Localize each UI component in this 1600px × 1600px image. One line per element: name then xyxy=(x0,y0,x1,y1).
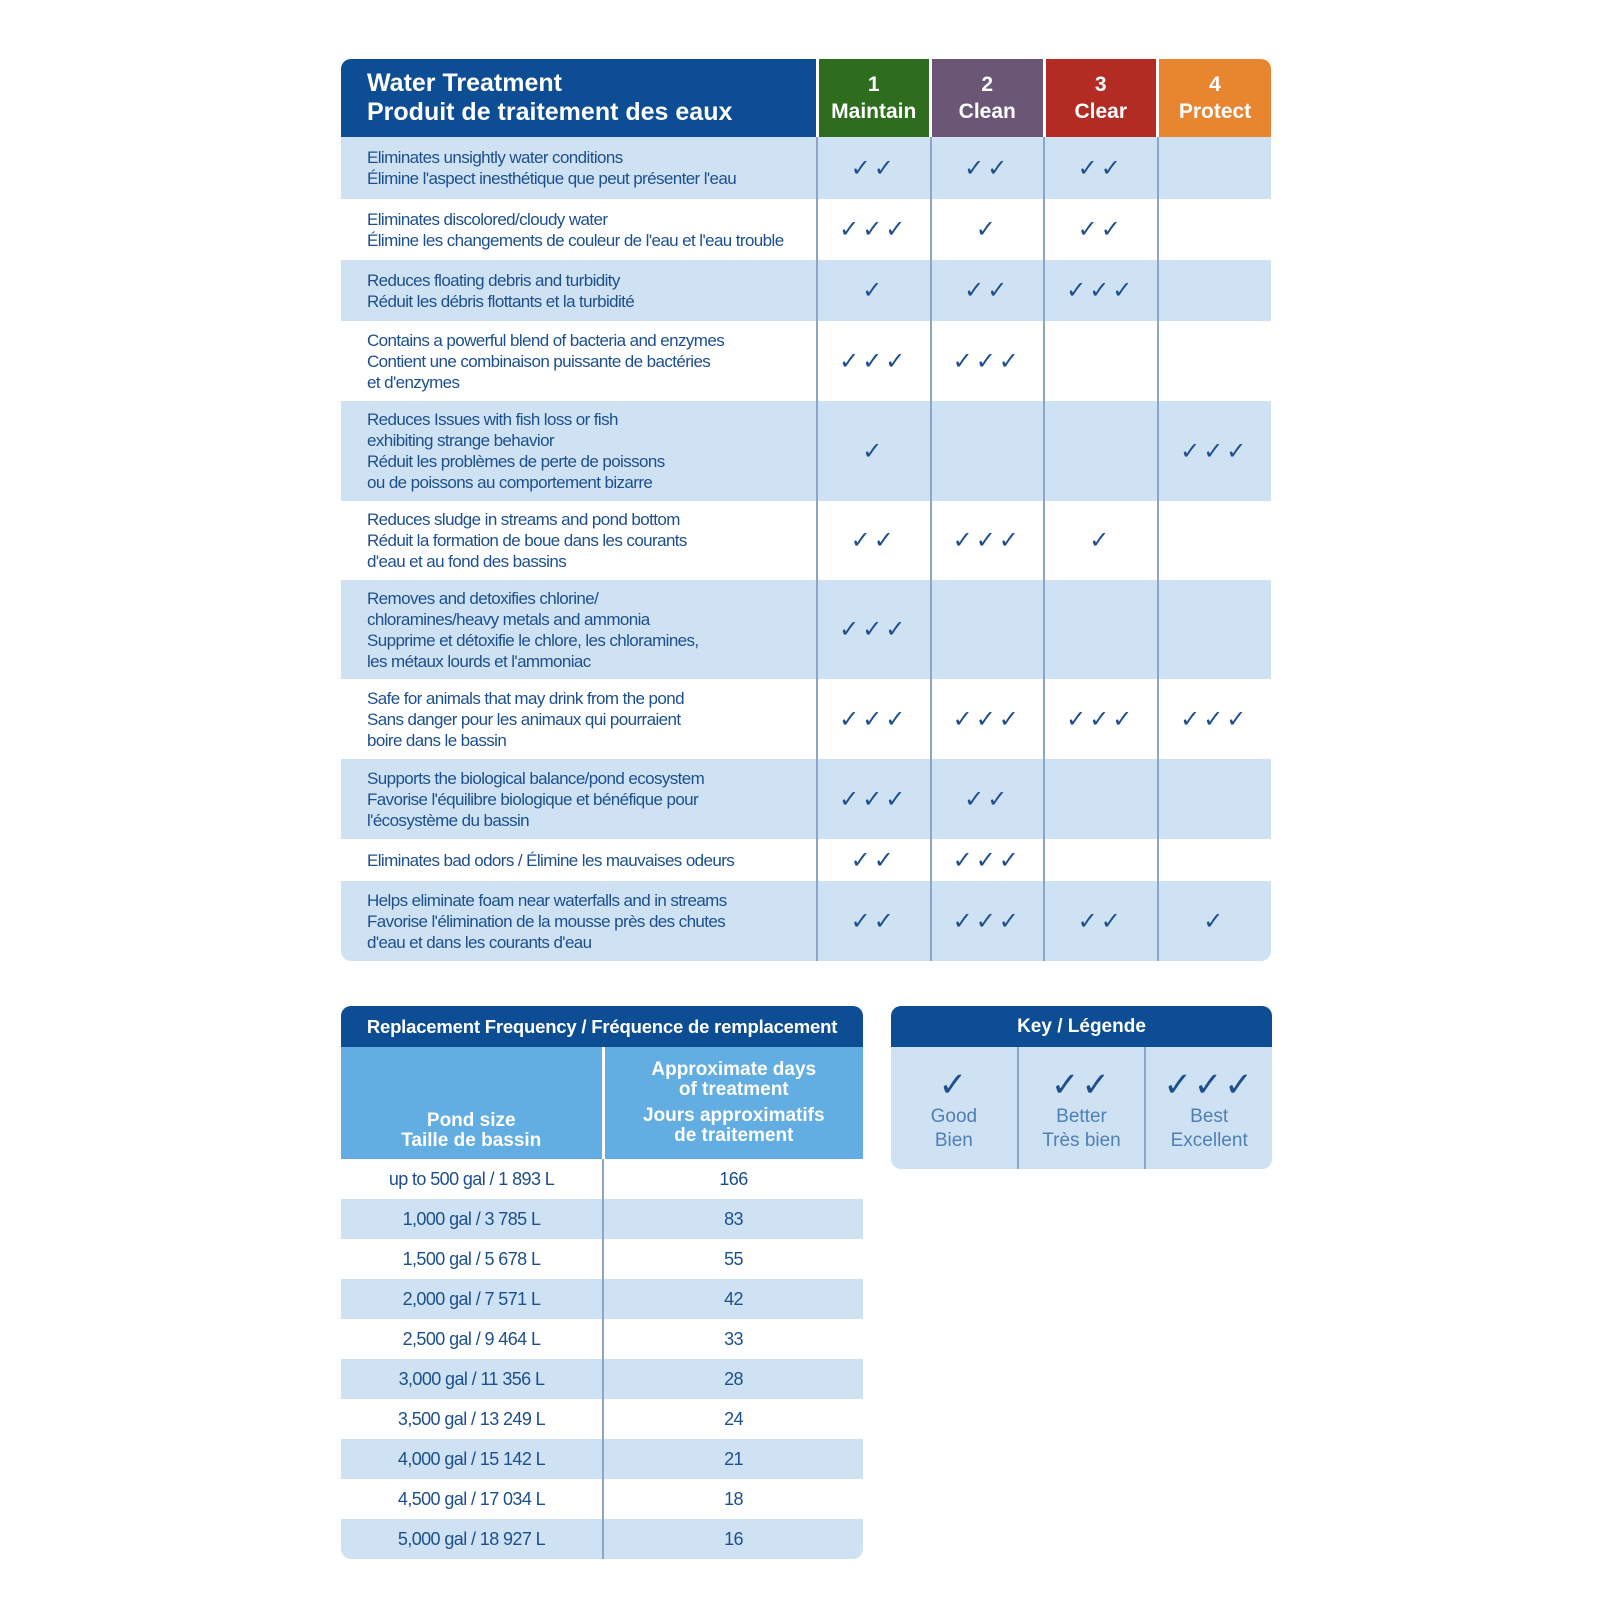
rating-clear xyxy=(1044,759,1158,839)
days-cell: 42 xyxy=(603,1279,863,1319)
pond-size-cell: 3,000 gal / 11 356 L xyxy=(341,1359,603,1399)
feature-line: Élimine l'aspect inesthétique que peut présenter l'eau xyxy=(367,169,737,188)
feature-row xyxy=(341,137,1271,199)
days-cell: 24 xyxy=(603,1399,863,1439)
feature-description xyxy=(341,881,817,961)
days-cell: 18 xyxy=(603,1479,863,1519)
days-cell: 16 xyxy=(603,1519,863,1559)
days-cell: 83 xyxy=(603,1199,863,1239)
rating-clean: ✓✓ xyxy=(931,759,1045,839)
feature-row xyxy=(341,321,1271,401)
feature-row xyxy=(341,679,1271,759)
triple-check-mark-icon: ✓✓✓ xyxy=(1163,1066,1255,1104)
pond-size-cell: up to 500 gal / 1 893 L xyxy=(341,1159,603,1199)
table-row xyxy=(341,1199,863,1239)
table-row xyxy=(341,1159,863,1199)
comparison-table xyxy=(341,59,1271,961)
feature-description xyxy=(341,839,817,881)
pond-size-cell: 2,000 gal / 7 571 L xyxy=(341,1279,603,1319)
product-header-clean xyxy=(931,59,1045,137)
rating-clean: ✓✓✓ xyxy=(931,501,1045,580)
feature-line: les métaux lourds et l'ammoniac xyxy=(367,651,591,671)
table-header-row xyxy=(341,59,1271,137)
days-cell: 33 xyxy=(603,1319,863,1359)
feature-line: Réduit les débris flottants et la turbidité xyxy=(367,291,635,311)
feature-row xyxy=(341,580,1271,679)
days-header xyxy=(603,1047,863,1159)
rating-maintain: ✓✓✓ xyxy=(817,759,931,839)
rating-maintain: ✓✓ xyxy=(817,839,931,881)
rating-clear xyxy=(1044,321,1158,401)
pond-size-header-fr: Taille de bassin xyxy=(401,1130,542,1151)
rating-clear xyxy=(1044,401,1158,501)
feature-line: Contient une combinaison puissante de bactéries xyxy=(367,351,711,371)
replacement-table xyxy=(341,1047,863,1559)
feature-line: Safe for animals that may drink from the pond xyxy=(367,688,684,708)
feature-line: d'eau et dans les courants d'eau xyxy=(367,932,592,952)
days-header-fr-1: Jours approximatifs xyxy=(642,1105,825,1126)
rating-clear xyxy=(1044,580,1158,679)
key-label-fr: Très bien xyxy=(1042,1130,1121,1151)
feature-description xyxy=(341,679,817,759)
check-mark-icon: ✓ xyxy=(938,1066,970,1104)
key-label-fr: Bien xyxy=(934,1130,973,1151)
rating-protect xyxy=(1158,137,1272,199)
table-row xyxy=(341,1239,863,1279)
feature-line: Removes and detoxifies chlorine/ xyxy=(367,588,599,608)
product-name: Clean xyxy=(958,100,1016,123)
product-header-protect xyxy=(1158,59,1272,137)
key-label-en: Better xyxy=(1056,1106,1107,1127)
rating-maintain: ✓✓✓ xyxy=(817,679,931,759)
pond-size-cell: 1,000 gal / 3 785 L xyxy=(341,1199,603,1239)
pond-size-cell: 4,500 gal / 17 034 L xyxy=(341,1479,603,1519)
feature-line: Helps eliminate foam near waterfalls and in streams xyxy=(367,890,727,910)
feature-line: d'eau et au fond des bassins xyxy=(367,552,567,571)
days-header-fr-2: de traitement xyxy=(674,1125,794,1146)
key-better xyxy=(1017,1047,1145,1169)
rating-maintain: ✓✓ xyxy=(817,881,931,961)
rating-clean: ✓✓✓ xyxy=(931,679,1045,759)
rating-protect xyxy=(1158,501,1272,580)
rating-protect xyxy=(1158,580,1272,679)
rating-protect xyxy=(1158,759,1272,839)
product-name: Clear xyxy=(1074,100,1128,123)
rating-maintain: ✓✓✓ xyxy=(817,199,931,260)
rating-clean: ✓ xyxy=(931,199,1045,260)
rating-clean: ✓✓✓ xyxy=(931,321,1045,401)
pond-size-cell: 3,500 gal / 13 249 L xyxy=(341,1399,603,1439)
replacement-header-row xyxy=(341,1047,863,1159)
rating-clear: ✓✓ xyxy=(1044,881,1158,961)
key-body xyxy=(891,1047,1272,1169)
feature-line: Réduit la formation de boue dans les courants xyxy=(367,531,687,550)
rating-clear: ✓ xyxy=(1044,501,1158,580)
table-row xyxy=(341,1479,863,1519)
feature-row xyxy=(341,881,1271,961)
rating-protect: ✓✓✓ xyxy=(1158,401,1272,501)
rating-protect: ✓ xyxy=(1158,881,1272,961)
table-row xyxy=(341,1279,863,1319)
days-cell: 21 xyxy=(603,1439,863,1479)
key-label-en: Good xyxy=(930,1106,978,1127)
table-title xyxy=(341,59,817,137)
table-row xyxy=(341,1319,863,1359)
feature-line: Eliminates discolored/cloudy water xyxy=(367,209,608,229)
feature-row xyxy=(341,260,1271,321)
key-best xyxy=(1144,1047,1272,1169)
days-cell: 55 xyxy=(603,1239,863,1279)
replacement-frequency-title: Replacement Frequency / Fréquence de remplacement xyxy=(341,1006,863,1047)
rating-clean xyxy=(931,401,1045,501)
table-row xyxy=(341,1359,863,1399)
product-number: 4 xyxy=(1209,73,1221,96)
product-number: 2 xyxy=(981,73,994,96)
rating-protect xyxy=(1158,260,1272,321)
rating-maintain: ✓✓ xyxy=(817,137,931,199)
feature-description xyxy=(341,501,817,580)
key-label-fr: Excellent xyxy=(1170,1130,1248,1151)
product-name: Protect xyxy=(1178,100,1252,123)
feature-line: Élimine les changements de couleur de l'eau et l'eau trouble xyxy=(367,230,784,250)
days-header-en-1: Approximate days xyxy=(651,1059,817,1080)
replacement-rows xyxy=(341,1159,863,1559)
feature-description xyxy=(341,759,817,839)
rating-maintain: ✓✓✓ xyxy=(817,321,931,401)
key-legend xyxy=(891,1006,1272,1169)
rating-clear: ✓✓✓ xyxy=(1044,679,1158,759)
feature-line: ou de poissons au comportement bizarre xyxy=(367,473,653,492)
feature-line: chloramines/heavy metals and ammonia xyxy=(367,609,650,629)
feature-line: Eliminates bad odors / Élimine les mauvaises odeurs xyxy=(367,850,735,870)
rating-protect xyxy=(1158,321,1272,401)
rating-maintain: ✓✓ xyxy=(817,501,931,580)
feature-description xyxy=(341,137,817,199)
feature-description xyxy=(341,580,817,679)
rating-protect xyxy=(1158,199,1272,260)
product-name: Maintain xyxy=(831,100,917,123)
feature-line: Supprime et détoxifie le chlore, les chloramines, xyxy=(367,630,699,650)
rating-protect: ✓✓✓ xyxy=(1158,679,1272,759)
title-english: Water Treatment xyxy=(367,69,562,97)
rating-clear: ✓✓ xyxy=(1044,199,1158,260)
table-row xyxy=(341,1439,863,1479)
table-row xyxy=(341,1519,863,1559)
pond-size-cell: 2,500 gal / 9 464 L xyxy=(341,1319,603,1359)
rating-clear xyxy=(1044,839,1158,881)
days-cell: 28 xyxy=(603,1359,863,1399)
rating-protect xyxy=(1158,839,1272,881)
rating-clean: ✓✓ xyxy=(931,137,1045,199)
feature-row xyxy=(341,839,1271,881)
feature-rows xyxy=(341,137,1271,961)
feature-description xyxy=(341,260,817,321)
rating-maintain: ✓ xyxy=(817,401,931,501)
rating-clean: ✓✓ xyxy=(931,260,1045,321)
rating-clean: ✓✓✓ xyxy=(931,881,1045,961)
feature-line: l'écosystème du bassin xyxy=(367,810,530,830)
feature-line: Favorise l'équilibre biologique et bénéfique pour xyxy=(367,789,699,809)
rating-clear: ✓✓✓ xyxy=(1044,260,1158,321)
feature-line: Contains a powerful blend of bacteria and enzymes xyxy=(367,330,725,350)
key-title: Key / Légende xyxy=(891,1006,1272,1047)
feature-line: Réduit les problèmes de perte de poissons xyxy=(367,452,665,471)
feature-line: Supports the biological balance/pond ecosystem xyxy=(367,768,705,788)
feature-description xyxy=(341,199,817,260)
days-header-en-2: of treatment xyxy=(678,1079,789,1100)
feature-description xyxy=(341,321,817,401)
product-number: 1 xyxy=(867,73,880,96)
rating-maintain: ✓ xyxy=(817,260,931,321)
feature-row xyxy=(341,199,1271,260)
pond-size-header xyxy=(341,1047,603,1159)
product-header-clear xyxy=(1044,59,1158,137)
feature-line: Eliminates unsightly water conditions xyxy=(367,148,623,167)
double-check-mark-icon: ✓✓ xyxy=(1051,1066,1112,1104)
feature-description xyxy=(341,401,817,501)
feature-line: boire dans le bassin xyxy=(367,730,507,750)
feature-row xyxy=(341,759,1271,839)
pond-size-header-en: Pond size xyxy=(426,1110,516,1131)
product-number: 3 xyxy=(1094,73,1107,96)
rating-clean: ✓✓✓ xyxy=(931,839,1045,881)
feature-line: Reduces sludge in streams and pond bottom xyxy=(367,510,680,529)
days-cell: 166 xyxy=(603,1159,863,1199)
feature-line: et d'enzymes xyxy=(367,372,460,392)
replacement-frequency-table xyxy=(341,1006,863,1559)
key-label-en: Best xyxy=(1190,1106,1229,1127)
feature-row xyxy=(341,401,1271,501)
rating-clear: ✓✓ xyxy=(1044,137,1158,199)
feature-line: Favorise l'élimination de la mousse près des chutes xyxy=(367,911,726,931)
pond-size-cell: 5,000 gal / 18 927 L xyxy=(341,1519,603,1559)
feature-line: Reduces Issues with fish loss or fish xyxy=(367,410,618,429)
feature-line: exhibiting strange behavior xyxy=(367,431,554,450)
rating-clean xyxy=(931,580,1045,679)
pond-size-cell: 4,000 gal / 15 142 L xyxy=(341,1439,603,1479)
pond-size-cell: 1,500 gal / 5 678 L xyxy=(341,1239,603,1279)
feature-line: Sans danger pour les animaux qui pourraient xyxy=(367,709,681,729)
title-french: Produit de traitement des eaux xyxy=(367,98,733,126)
key-good xyxy=(891,1047,1017,1169)
table-row xyxy=(341,1399,863,1439)
feature-line: Reduces floating debris and turbidity xyxy=(367,270,620,290)
water-treatment-table xyxy=(341,59,1271,961)
feature-row xyxy=(341,501,1271,580)
rating-maintain: ✓✓✓ xyxy=(817,580,931,679)
product-header-maintain xyxy=(817,59,931,137)
